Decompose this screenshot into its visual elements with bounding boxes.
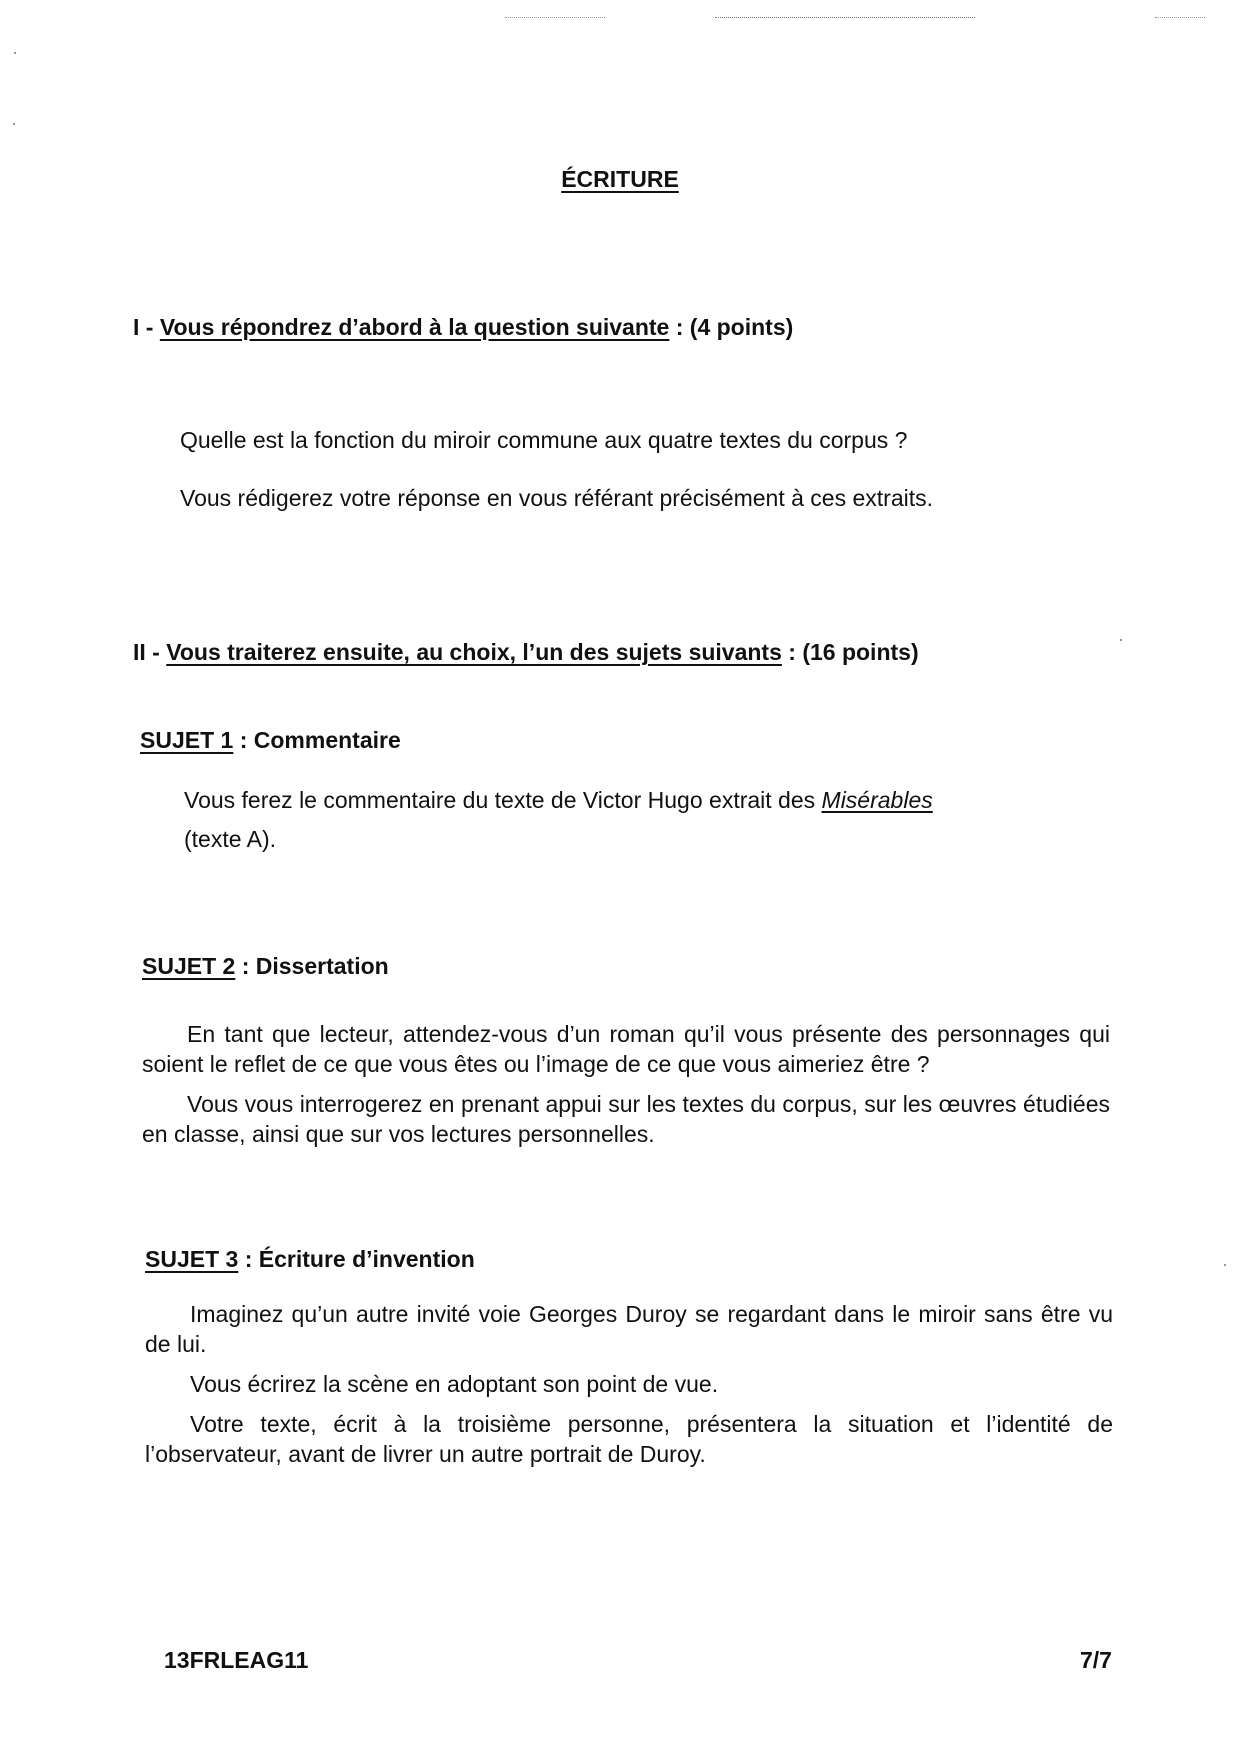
scan-speck	[1224, 1264, 1226, 1266]
sujet-2-label: SUJET 2	[142, 953, 236, 979]
sujet-2-body	[142, 1019, 1110, 1149]
sujet-3-heading	[145, 1246, 475, 1273]
section-2-points: : (16 points)	[781, 639, 919, 665]
scan-speck	[13, 123, 15, 125]
sujet-1-heading	[140, 727, 401, 754]
sujet-1-work-title: Misérables	[821, 787, 933, 813]
sujet-3-body	[145, 1299, 1113, 1469]
page-number: 7/7	[1080, 1647, 1112, 1673]
scan-artifact-line	[505, 17, 605, 18]
sujet-3-paragraph-1: Imaginez qu’un autre invité voie Georges Duroy se regardant dans le miroir sans être vu de lui.	[145, 1301, 1113, 1357]
sujet-3-paragraph-3: Votre texte, écrit à la troisième personne, présentera la situation et l’identité de l’observateur, avant de livrer un autre portrait de Duroy.	[145, 1411, 1113, 1467]
exam-code: 13FRLEAG11	[164, 1647, 309, 1673]
sujet-2-paragraph-1: En tant que lecteur, attendez-vous d’un roman qu’il vous présente des personnages qui soient le reflet de ce que vous êtes ou l’image de ce que vous aimeriez être ?	[142, 1021, 1110, 1077]
section-1-prefix: I -	[133, 314, 160, 340]
section-1-heading-text: Vous répondrez d’abord à la question suivante	[159, 314, 670, 340]
scan-artifact-line	[1155, 17, 1205, 18]
section-2-heading-text: Vous traiterez ensuite, au choix, l’un des sujets suivants	[166, 639, 782, 665]
sujet-1-text-before: Vous ferez le commentaire du texte de Victor Hugo extrait des	[184, 787, 822, 813]
sujet-1-title: : Commentaire	[233, 727, 401, 753]
sujet-2-paragraph-2: Vous vous interrogerez en prenant appui sur les textes du corpus, sur les œuvres étudiées en classe, ainsi que sur vos lectures personnelles.	[142, 1091, 1110, 1147]
section-2-prefix: II -	[133, 639, 167, 665]
sujet-2-heading	[142, 953, 389, 980]
sujet-3-title: : Écriture d’invention	[238, 1246, 475, 1272]
section-2-heading	[133, 639, 919, 666]
sujet-1-label: SUJET 1	[140, 727, 234, 753]
section-1-question: Quelle est la fonction du miroir commune aux quatre textes du corpus ?	[180, 427, 908, 453]
sujet-2-title: : Dissertation	[235, 953, 389, 979]
scan-artifact-line	[715, 17, 975, 18]
scan-speck	[14, 52, 16, 54]
section-1-points: : (4 points)	[669, 314, 794, 340]
section-1-heading	[133, 314, 793, 341]
scan-speck	[1120, 639, 1122, 641]
sujet-3-paragraph-2: Vous écrirez la scène en adoptant son point de vue.	[190, 1371, 719, 1397]
sujet-1-text	[184, 785, 933, 815]
page-title: ÉCRITURE	[561, 166, 679, 192]
section-1-instruction: Vous rédigerez votre réponse en vous référant précisément à ces extraits.	[180, 485, 934, 511]
sujet-1-text-after: (texte A).	[184, 826, 277, 852]
sujet-3-label: SUJET 3	[145, 1246, 239, 1272]
